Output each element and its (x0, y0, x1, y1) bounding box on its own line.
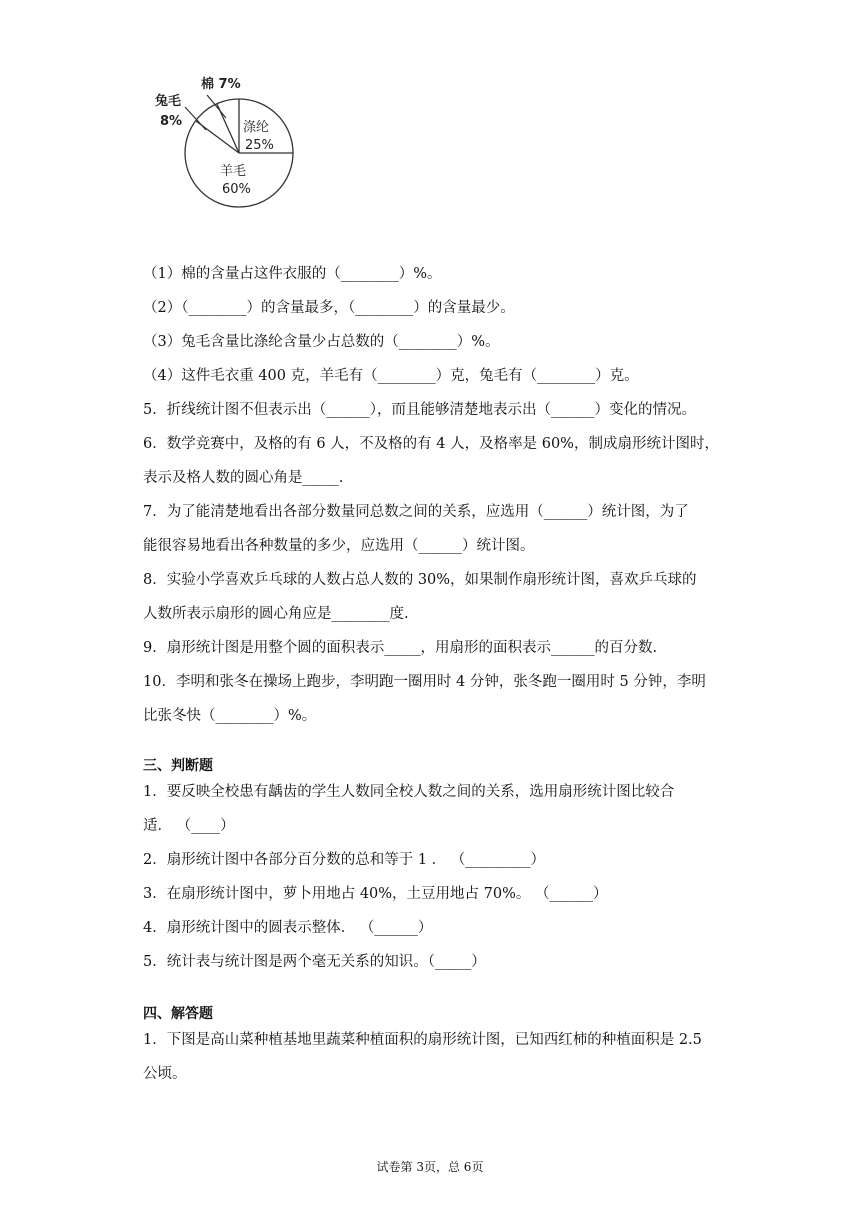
question-line: （4）这件毛衣重 400 克，羊毛有（________）克，兔毛有（________）克。 (143, 368, 639, 384)
judgement-item: 1．要反映全校患有龋齿的学生人数同全校人数之间的关系，选用扇形统计图比较合 (143, 784, 675, 800)
label-rabbit-name: 兔毛 (155, 94, 182, 109)
label-cotton: 棉 7% (201, 77, 241, 92)
label-rabbit-pct: 8% (160, 114, 183, 129)
judgement-item: 5．统计表与统计图是两个毫无关系的知识。（_____） (143, 954, 486, 970)
question-line: （1）棉的含量占这件衣服的（________）%。 (143, 266, 442, 282)
question-line: 8．实验小学喜欢乒乓球的人数占总人数的 30%，如果制作扇形统计图，喜欢乒乓球的 (143, 572, 697, 588)
pie-chart (140, 65, 440, 295)
judgement-item: 适． （____） (143, 818, 235, 834)
question-line: 人数所表示扇形的圆心角应是________度. (143, 606, 409, 622)
answer-item: 公顷。 (143, 1066, 187, 1082)
judgement-item: 4．扇形统计图中的圆表示整体． （______） (143, 920, 433, 936)
label-wool-pct: 60% (222, 182, 251, 197)
section-title-answers: 四、解答题 (143, 1006, 213, 1022)
question-line: 能很容易地看出各种数量的多少，应选用（______）统计图。 (143, 538, 535, 554)
judgement-item: 2．扇形统计图中各部分百分数的总和等于 1 ． （_________） (143, 852, 546, 868)
question-line: 7．为了能清楚地看出各部分数量同总数之间的关系，应选用（______）统计图，为了 (143, 504, 689, 520)
label-polyester-name: 涤纶 (243, 120, 270, 135)
question-line: 10．李明和张冬在操场上跑步，李明跑一圈用时 4 分钟，张冬跑一圈用时 5 分钟，李明 (143, 674, 706, 690)
question-line: （3）兔毛含量比涤纶含量少占总数的（________）%。 (143, 334, 500, 350)
question-line: （2）（________）的含量最多，（________）的含量最少。 (143, 300, 515, 316)
question-line: 表示及格人数的圆心角是_____. (143, 470, 344, 486)
answer-item: 1．下图是高山菜种植基地里蔬菜种植面积的扇形统计图，已知西红柿的种植面积是 2.5 (143, 1032, 702, 1048)
label-polyester-pct: 25% (245, 138, 274, 153)
page-footer: 试卷第 3页，总 6页 (376, 1160, 484, 1174)
pie-leader-cotton (207, 95, 226, 118)
section-title-judgement: 三、判断题 (143, 758, 213, 774)
label-wool-name: 羊毛 (220, 164, 247, 179)
question-line: 6．数学竞赛中，及格的有 6 人，不及格的有 4 人，及格率是 60%，制成扇形统计图时， (143, 436, 719, 452)
judgement-item: 3．在扇形统计图中，萝卜用地占 40%，土豆用地占 70%。 （______） (143, 886, 608, 902)
question-line: 9．扇形统计图是用整个圆的面积表示_____，用扇形的面积表示______的百分数. (143, 640, 658, 656)
pie-leader-rabbit (185, 107, 206, 130)
question-line: 5．折线统计图不但表示出（______），而且能够清楚地表示出（______）变化的情况。 (143, 402, 696, 418)
question-line: 比张冬快（________）%。 (143, 708, 317, 724)
